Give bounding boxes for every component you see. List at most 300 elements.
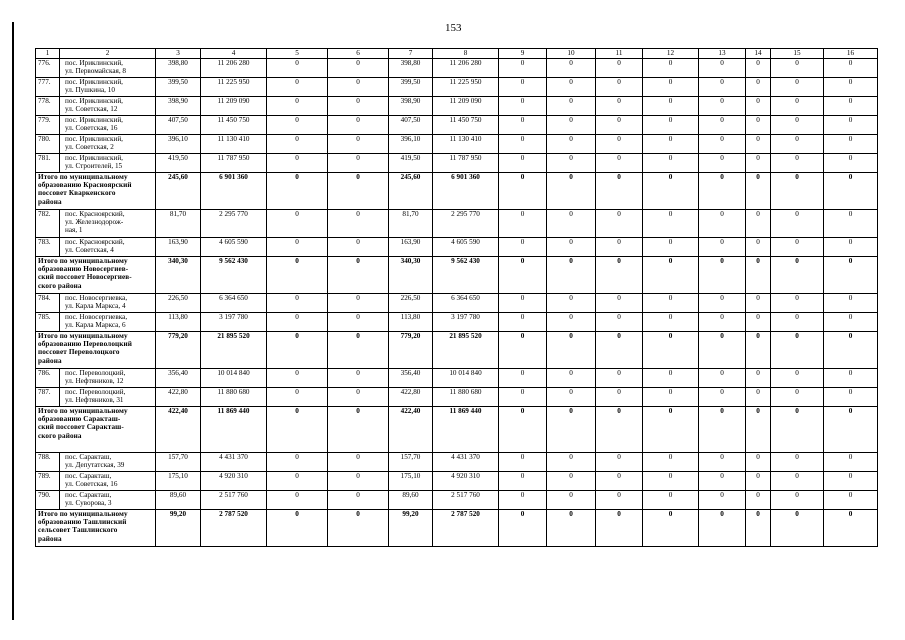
value-cell: 0 — [643, 173, 699, 210]
value-cell: 0 — [699, 59, 746, 78]
row-number: 776. — [36, 59, 60, 78]
value-cell: 0 — [596, 257, 643, 294]
value-cell: 0 — [267, 313, 328, 332]
value-cell: 11 206 280 — [201, 59, 267, 78]
value-cell: 10 014 840 — [201, 369, 267, 388]
value-cell: 2 517 760 — [201, 491, 267, 510]
value-cell: 0 — [547, 78, 596, 97]
value-cell: 2 787 520 — [201, 510, 267, 547]
value-cell: 0 — [328, 407, 389, 453]
value-cell: 4 605 590 — [201, 238, 267, 257]
value-cell: 0 — [746, 313, 771, 332]
value-cell: 0 — [547, 116, 596, 135]
value-cell: 0 — [596, 135, 643, 154]
value-cell: 0 — [699, 453, 746, 472]
address-cell: пос. Ириклинский, ул. Советская, 16 — [60, 116, 156, 135]
value-cell: 2 517 760 — [433, 491, 499, 510]
value-cell: 11 880 680 — [433, 388, 499, 407]
value-cell: 0 — [824, 294, 878, 313]
value-cell: 0 — [499, 407, 547, 453]
value-cell: 0 — [771, 97, 824, 116]
value-cell: 0 — [499, 78, 547, 97]
column-number-header: 7 — [389, 49, 433, 59]
value-cell: 0 — [771, 78, 824, 97]
value-cell: 11 869 440 — [201, 407, 267, 453]
value-cell: 0 — [824, 97, 878, 116]
value-cell: 0 — [596, 116, 643, 135]
value-cell: 0 — [596, 388, 643, 407]
value-cell: 0 — [267, 59, 328, 78]
value-cell: 0 — [267, 407, 328, 453]
value-cell: 0 — [328, 491, 389, 510]
value-cell: 0 — [547, 491, 596, 510]
value-cell: 0 — [596, 154, 643, 173]
value-cell: 81,70 — [156, 210, 201, 238]
value-cell: 0 — [328, 59, 389, 78]
value-cell: 0 — [824, 135, 878, 154]
value-cell: 0 — [699, 491, 746, 510]
column-number-header: 15 — [771, 49, 824, 59]
value-cell: 0 — [267, 97, 328, 116]
value-cell: 0 — [824, 210, 878, 238]
column-number-header: 1 — [36, 49, 60, 59]
value-cell: 11 209 090 — [433, 97, 499, 116]
value-cell: 0 — [771, 210, 824, 238]
value-cell: 0 — [643, 78, 699, 97]
row-number: 782. — [36, 210, 60, 238]
value-cell: 9 562 430 — [201, 257, 267, 294]
value-cell: 0 — [746, 453, 771, 472]
value-cell: 0 — [547, 369, 596, 388]
value-cell: 0 — [699, 294, 746, 313]
value-cell: 0 — [643, 491, 699, 510]
value-cell: 0 — [267, 135, 328, 154]
value-cell: 0 — [746, 173, 771, 210]
value-cell: 0 — [267, 238, 328, 257]
value-cell: 0 — [499, 332, 547, 369]
value-cell: 0 — [547, 238, 596, 257]
value-cell: 0 — [499, 154, 547, 173]
value-cell: 0 — [643, 238, 699, 257]
value-cell: 0 — [328, 453, 389, 472]
value-cell: 0 — [499, 453, 547, 472]
value-cell: 4 920 310 — [201, 472, 267, 491]
value-cell: 0 — [267, 453, 328, 472]
value-cell: 0 — [699, 238, 746, 257]
value-cell: 422,40 — [389, 407, 433, 453]
row-number: 790. — [36, 491, 60, 510]
value-cell: 0 — [499, 97, 547, 116]
column-number-header: 12 — [643, 49, 699, 59]
value-cell: 0 — [699, 407, 746, 453]
value-cell: 0 — [643, 388, 699, 407]
address-cell: пос. Переволоцкий, ул. Нефтяников, 12 — [60, 369, 156, 388]
value-cell: 89,60 — [389, 491, 433, 510]
value-cell: 0 — [824, 257, 878, 294]
value-cell: 0 — [267, 257, 328, 294]
value-cell: 0 — [328, 154, 389, 173]
value-cell: 0 — [699, 210, 746, 238]
value-cell: 0 — [328, 332, 389, 369]
value-cell: 0 — [746, 491, 771, 510]
value-cell: 0 — [699, 510, 746, 547]
subtotal-label: Итого по муниципальному образованию Переволоцкий поссовет Переволоцкого района — [36, 332, 156, 369]
value-cell: 0 — [596, 491, 643, 510]
table-row — [36, 453, 878, 472]
value-cell: 422,80 — [156, 388, 201, 407]
value-cell: 157,70 — [389, 453, 433, 472]
value-cell: 226,50 — [156, 294, 201, 313]
value-cell: 0 — [596, 407, 643, 453]
value-cell: 11 880 680 — [201, 388, 267, 407]
table-row — [36, 210, 878, 238]
value-cell: 11 869 440 — [433, 407, 499, 453]
value-cell: 0 — [824, 453, 878, 472]
row-number: 786. — [36, 369, 60, 388]
value-cell: 0 — [824, 154, 878, 173]
table-row — [36, 294, 878, 313]
value-cell: 0 — [267, 78, 328, 97]
value-cell: 0 — [596, 78, 643, 97]
value-cell: 0 — [643, 510, 699, 547]
value-cell: 0 — [699, 257, 746, 294]
value-cell: 6 901 360 — [201, 173, 267, 210]
value-cell: 0 — [824, 407, 878, 453]
value-cell: 21 895 520 — [201, 332, 267, 369]
column-number-header: 11 — [596, 49, 643, 59]
subtotal-row — [36, 332, 878, 369]
value-cell: 0 — [771, 369, 824, 388]
value-cell: 11 225 950 — [433, 78, 499, 97]
address-cell: пос. Ириклинский, ул. Советская, 2 — [60, 135, 156, 154]
column-number-header: 5 — [267, 49, 328, 59]
value-cell: 0 — [328, 294, 389, 313]
value-cell: 0 — [746, 135, 771, 154]
address-cell: пос. Красноярский, ул. Железнодорож- ная, 1 — [60, 210, 156, 238]
value-cell: 0 — [596, 97, 643, 116]
value-cell: 0 — [596, 510, 643, 547]
value-cell: 0 — [499, 388, 547, 407]
value-cell: 0 — [771, 491, 824, 510]
subtotal-row — [36, 407, 878, 453]
value-cell: 11 450 750 — [433, 116, 499, 135]
table-row — [36, 78, 878, 97]
value-cell: 0 — [699, 388, 746, 407]
value-cell: 0 — [328, 210, 389, 238]
value-cell: 779,20 — [389, 332, 433, 369]
value-cell: 0 — [547, 294, 596, 313]
value-cell: 0 — [499, 510, 547, 547]
value-cell: 0 — [746, 154, 771, 173]
subtotal-row — [36, 510, 878, 547]
value-cell: 0 — [267, 510, 328, 547]
value-cell: 0 — [328, 257, 389, 294]
address-cell: пос. Саракташ, ул. Советская, 16 — [60, 472, 156, 491]
value-cell: 0 — [596, 453, 643, 472]
value-cell: 0 — [824, 491, 878, 510]
value-cell: 11 130 410 — [201, 135, 267, 154]
value-cell: 779,20 — [156, 332, 201, 369]
value-cell: 0 — [824, 238, 878, 257]
table-row — [36, 135, 878, 154]
value-cell: 0 — [328, 116, 389, 135]
value-cell: 0 — [643, 257, 699, 294]
value-cell: 11 130 410 — [433, 135, 499, 154]
table-row — [36, 238, 878, 257]
value-cell: 356,40 — [389, 369, 433, 388]
value-cell: 340,30 — [156, 257, 201, 294]
value-cell: 11 787 950 — [433, 154, 499, 173]
value-cell: 0 — [824, 369, 878, 388]
address-cell: пос. Ириклинский, ул. Пушкина, 10 — [60, 78, 156, 97]
value-cell: 0 — [824, 313, 878, 332]
value-cell: 0 — [547, 453, 596, 472]
value-cell: 0 — [746, 407, 771, 453]
value-cell: 99,20 — [389, 510, 433, 547]
value-cell: 0 — [824, 388, 878, 407]
value-cell: 113,80 — [389, 313, 433, 332]
value-cell: 407,50 — [389, 116, 433, 135]
value-cell: 0 — [596, 173, 643, 210]
value-cell: 419,50 — [389, 154, 433, 173]
value-cell: 0 — [499, 257, 547, 294]
value-cell: 0 — [547, 173, 596, 210]
value-cell: 0 — [328, 388, 389, 407]
table-row — [36, 369, 878, 388]
value-cell: 0 — [267, 173, 328, 210]
table-row — [36, 59, 878, 78]
value-cell: 398,80 — [389, 59, 433, 78]
column-number-header: 16 — [824, 49, 878, 59]
value-cell: 0 — [699, 97, 746, 116]
value-cell: 0 — [267, 491, 328, 510]
value-cell: 0 — [699, 472, 746, 491]
value-cell: 10 014 840 — [433, 369, 499, 388]
value-cell: 0 — [547, 257, 596, 294]
value-cell: 0 — [699, 369, 746, 388]
value-cell: 0 — [643, 407, 699, 453]
value-cell: 3 197 780 — [201, 313, 267, 332]
value-cell: 0 — [824, 173, 878, 210]
value-cell: 0 — [824, 510, 878, 547]
subtotal-row — [36, 173, 878, 210]
value-cell: 11 209 090 — [201, 97, 267, 116]
address-cell: пос. Ириклинский, ул. Строителей, 15 — [60, 154, 156, 173]
value-cell: 0 — [643, 116, 699, 135]
value-cell: 0 — [643, 453, 699, 472]
value-cell: 0 — [824, 59, 878, 78]
subtotal-label: Итого по муниципальному образованию Ташлинский сельсовет Ташлинского района — [36, 510, 156, 547]
subtotal-label: Итого по муниципальному образованию Новосергиев- ский поссовет Новосергиев- ского района — [36, 257, 156, 294]
subtotal-row — [36, 257, 878, 294]
address-cell: пос. Ириклинский, ул. Первомайская, 8 — [60, 59, 156, 78]
value-cell: 0 — [267, 154, 328, 173]
subtotal-label: Итого по муниципальному образованию Саракташ- ский поссовет Саракташ- ского района — [36, 407, 156, 453]
value-cell: 0 — [771, 407, 824, 453]
value-cell: 4 605 590 — [433, 238, 499, 257]
column-number-header: 9 — [499, 49, 547, 59]
table-row — [36, 313, 878, 332]
value-cell: 0 — [643, 210, 699, 238]
value-cell: 113,80 — [156, 313, 201, 332]
value-cell: 0 — [499, 491, 547, 510]
value-cell: 0 — [771, 116, 824, 135]
value-cell: 9 562 430 — [433, 257, 499, 294]
value-cell: 0 — [643, 332, 699, 369]
value-cell: 0 — [328, 97, 389, 116]
value-cell: 2 295 770 — [201, 210, 267, 238]
value-cell: 0 — [328, 173, 389, 210]
value-cell: 0 — [824, 332, 878, 369]
address-cell: пос. Новосергиевка, ул. Карла Маркса, 6 — [60, 313, 156, 332]
value-cell: 0 — [771, 332, 824, 369]
row-number: 785. — [36, 313, 60, 332]
value-cell: 0 — [328, 78, 389, 97]
value-cell: 0 — [746, 388, 771, 407]
table-row — [36, 97, 878, 116]
value-cell: 0 — [643, 369, 699, 388]
value-cell: 6 364 650 — [433, 294, 499, 313]
value-cell: 0 — [771, 154, 824, 173]
value-cell: 0 — [643, 135, 699, 154]
value-cell: 2 295 770 — [433, 210, 499, 238]
value-cell: 396,10 — [156, 135, 201, 154]
page-number: 153 — [445, 22, 462, 34]
value-cell: 0 — [328, 313, 389, 332]
column-number-header: 6 — [328, 49, 389, 59]
address-cell: пос. Новосергиевка, ул. Карла Маркса, 4 — [60, 294, 156, 313]
value-cell: 4 431 370 — [201, 453, 267, 472]
value-cell: 356,40 — [156, 369, 201, 388]
row-number: 789. — [36, 472, 60, 491]
value-cell: 0 — [267, 369, 328, 388]
value-cell: 0 — [547, 135, 596, 154]
row-number: 777. — [36, 78, 60, 97]
value-cell: 0 — [771, 238, 824, 257]
address-cell: пос. Саракташ, ул. Депутатская, 39 — [60, 453, 156, 472]
row-number: 779. — [36, 116, 60, 135]
value-cell: 398,90 — [156, 97, 201, 116]
row-number: 780. — [36, 135, 60, 154]
value-cell: 245,60 — [389, 173, 433, 210]
value-cell: 0 — [547, 154, 596, 173]
value-cell: 6 364 650 — [201, 294, 267, 313]
column-number-header: 8 — [433, 49, 499, 59]
value-cell: 0 — [643, 472, 699, 491]
value-cell: 0 — [328, 472, 389, 491]
table-row — [36, 116, 878, 135]
value-cell: 0 — [547, 59, 596, 78]
value-cell: 0 — [699, 154, 746, 173]
value-cell: 396,10 — [389, 135, 433, 154]
value-cell: 0 — [596, 472, 643, 491]
value-cell: 0 — [643, 59, 699, 78]
value-cell: 0 — [746, 116, 771, 135]
value-cell: 175,10 — [156, 472, 201, 491]
value-cell: 163,90 — [389, 238, 433, 257]
value-cell: 0 — [643, 154, 699, 173]
value-cell: 0 — [547, 510, 596, 547]
value-cell: 0 — [746, 59, 771, 78]
value-cell: 0 — [499, 238, 547, 257]
value-cell: 0 — [547, 210, 596, 238]
value-cell: 0 — [547, 472, 596, 491]
housing-register-table — [35, 48, 878, 547]
value-cell: 157,70 — [156, 453, 201, 472]
value-cell: 0 — [746, 78, 771, 97]
value-cell: 0 — [699, 173, 746, 210]
value-cell: 398,90 — [389, 97, 433, 116]
value-cell: 0 — [596, 210, 643, 238]
value-cell: 163,90 — [156, 238, 201, 257]
value-cell: 11 450 750 — [201, 116, 267, 135]
row-number: 781. — [36, 154, 60, 173]
address-cell: пос. Красноярский, ул. Советская, 4 — [60, 238, 156, 257]
value-cell: 0 — [499, 59, 547, 78]
value-cell: 399,50 — [156, 78, 201, 97]
value-cell: 0 — [596, 313, 643, 332]
value-cell: 0 — [596, 294, 643, 313]
value-cell: 99,20 — [156, 510, 201, 547]
value-cell: 0 — [547, 407, 596, 453]
value-cell: 4 431 370 — [433, 453, 499, 472]
value-cell: 0 — [328, 369, 389, 388]
value-cell: 6 901 360 — [433, 173, 499, 210]
table-row — [36, 388, 878, 407]
value-cell: 407,50 — [156, 116, 201, 135]
value-cell: 0 — [499, 294, 547, 313]
column-number-header: 10 — [547, 49, 596, 59]
value-cell: 0 — [771, 173, 824, 210]
column-number-header: 13 — [699, 49, 746, 59]
value-cell: 0 — [499, 369, 547, 388]
value-cell: 0 — [267, 294, 328, 313]
value-cell: 0 — [699, 313, 746, 332]
value-cell: 0 — [596, 369, 643, 388]
value-cell: 0 — [746, 332, 771, 369]
value-cell: 0 — [824, 116, 878, 135]
value-cell: 0 — [547, 388, 596, 407]
value-cell: 398,80 — [156, 59, 201, 78]
table-row — [36, 491, 878, 510]
value-cell: 419,50 — [156, 154, 201, 173]
value-cell: 2 787 520 — [433, 510, 499, 547]
row-number: 788. — [36, 453, 60, 472]
value-cell: 0 — [699, 116, 746, 135]
value-cell: 4 920 310 — [433, 472, 499, 491]
value-cell: 11 206 280 — [433, 59, 499, 78]
value-cell: 0 — [699, 78, 746, 97]
table-row — [36, 472, 878, 491]
row-number: 784. — [36, 294, 60, 313]
value-cell: 0 — [499, 135, 547, 154]
value-cell: 0 — [547, 97, 596, 116]
value-cell: 0 — [746, 510, 771, 547]
value-cell: 0 — [771, 453, 824, 472]
value-cell: 0 — [328, 510, 389, 547]
value-cell: 0 — [771, 59, 824, 78]
value-cell: 226,50 — [389, 294, 433, 313]
value-cell: 0 — [596, 59, 643, 78]
value-cell: 422,40 — [156, 407, 201, 453]
value-cell: 0 — [547, 332, 596, 369]
value-cell: 0 — [771, 257, 824, 294]
value-cell: 0 — [596, 238, 643, 257]
value-cell: 0 — [643, 97, 699, 116]
value-cell: 0 — [499, 116, 547, 135]
value-cell: 21 895 520 — [433, 332, 499, 369]
value-cell: 0 — [824, 78, 878, 97]
